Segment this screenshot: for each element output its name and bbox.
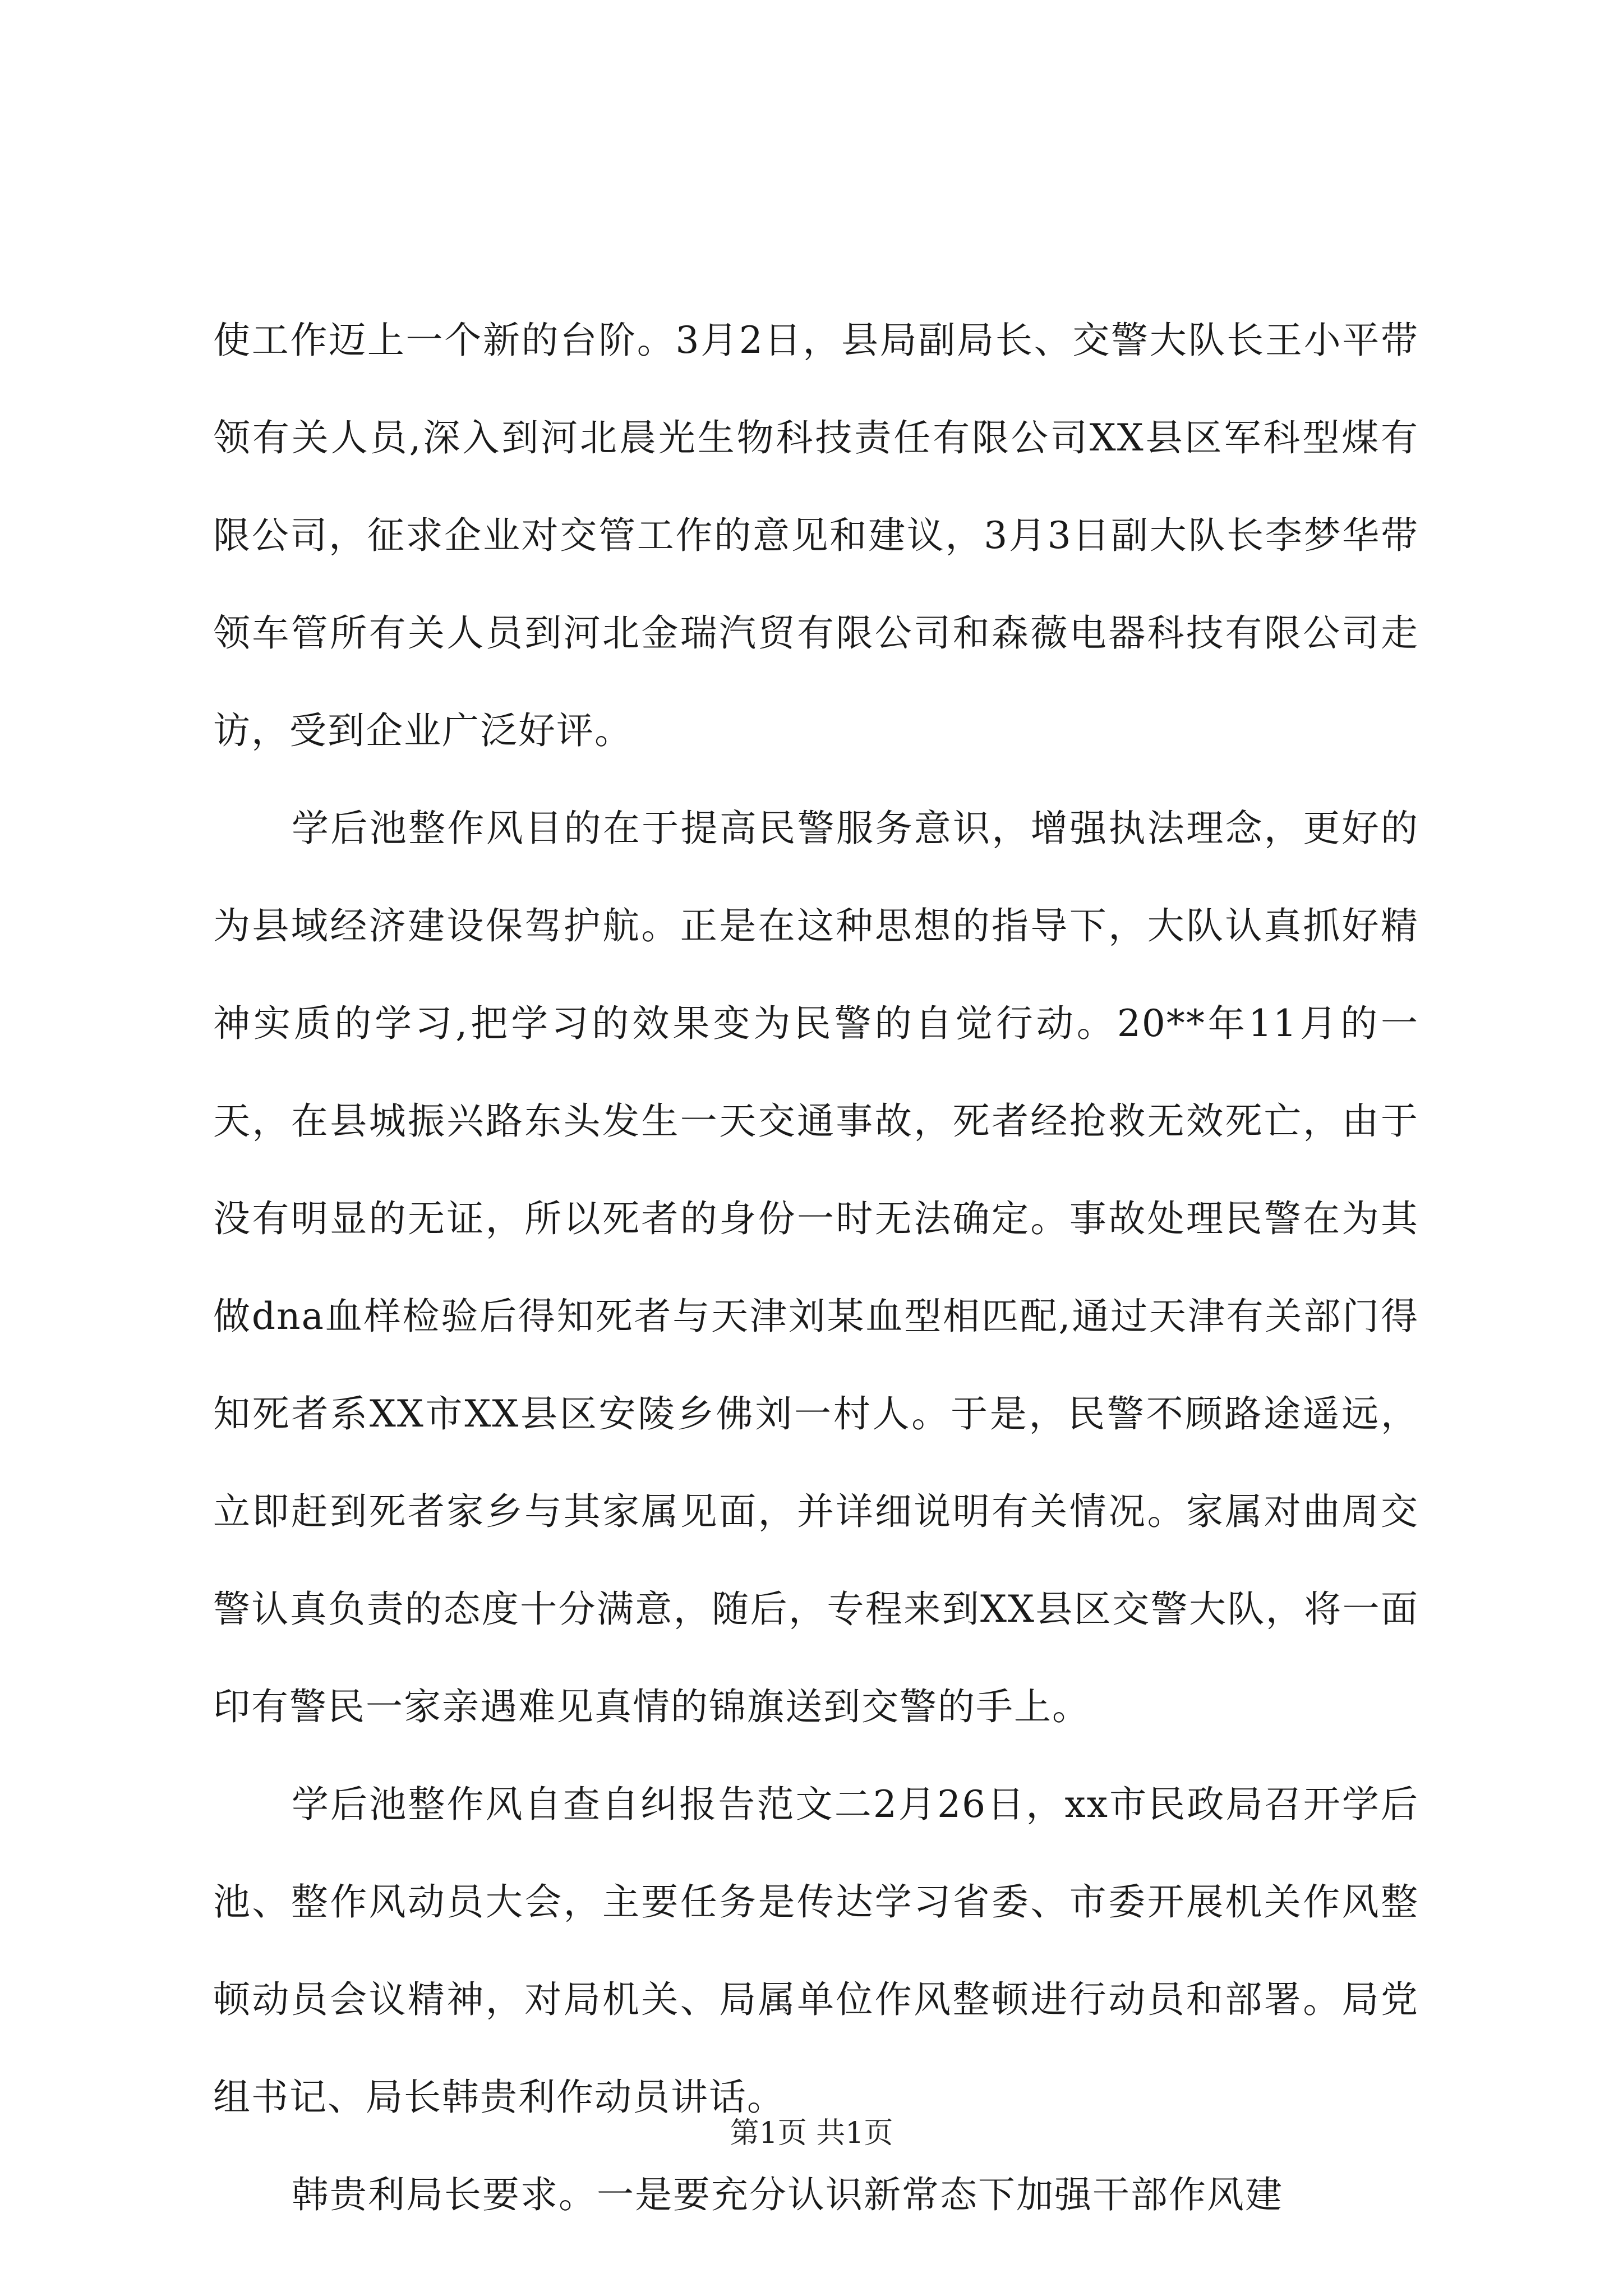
document-body <box>213 292 1419 2244</box>
paragraph-3: 学后池整作风自查自纠报告范文二2月26日，xx市民政局召开学后池、整作风动员大会，主要任务是传达学习省委、市委开展机关作风整顿动员会议精神，对局机关、局属单位作风整顿进行动员和部署。局党组书记、局长韩贵利作动员讲话。 <box>213 1783 1419 2119</box>
paragraph-4: 韩贵利局长要求。一是要充分认识新常态下加强干部作风建 <box>292 2173 1283 2216</box>
paragraph-2: 学后池整作风目的在于提高民警服务意识，增强执法理念，更好的为县域经济建设保驾护航。正是在这种思想的指导下，大队认真抓好精神实质的学习,把学习的效果变为民警的自觉行动。20**年11月的一天，在县城振兴路东头发生一天交通事故，死者经抢救无效死亡，由于没有明显的无证，所以死者的身份一时无法确定。事故处理民警在为其做dna血样检验后得知死者与天津刘某血型相匹配,通过天津有关部门得知死者系XX市XX县区安陵乡佛刘一村人。于是，民警不顾路途遥远，立即赶到死者家乡与其家属见面，并详细说明有关情况。家属对曲周交警认真负责的态度十分满意，随后，专程来到XX县区交警大队，将一面印有警民一家亲遇难见真情的锦旗送到交警的手上。 <box>213 807 1419 1728</box>
paragraph-1: 使工作迈上一个新的台阶。3月2日，县局副局长、交警大队长王小平带领有关人员,深入到河北晨光生物科技责任有限公司XX县区军科型煤有限公司，征求企业对交管工作的意见和建议，3月3日副大队长李梦华带领车管所有关人员到河北金瑞汽贸有限公司和森薇电器科技有限公司走访，受到企业广泛好评。 <box>213 319 1419 752</box>
page-footer: 第1页 共1页 <box>730 2116 893 2150</box>
